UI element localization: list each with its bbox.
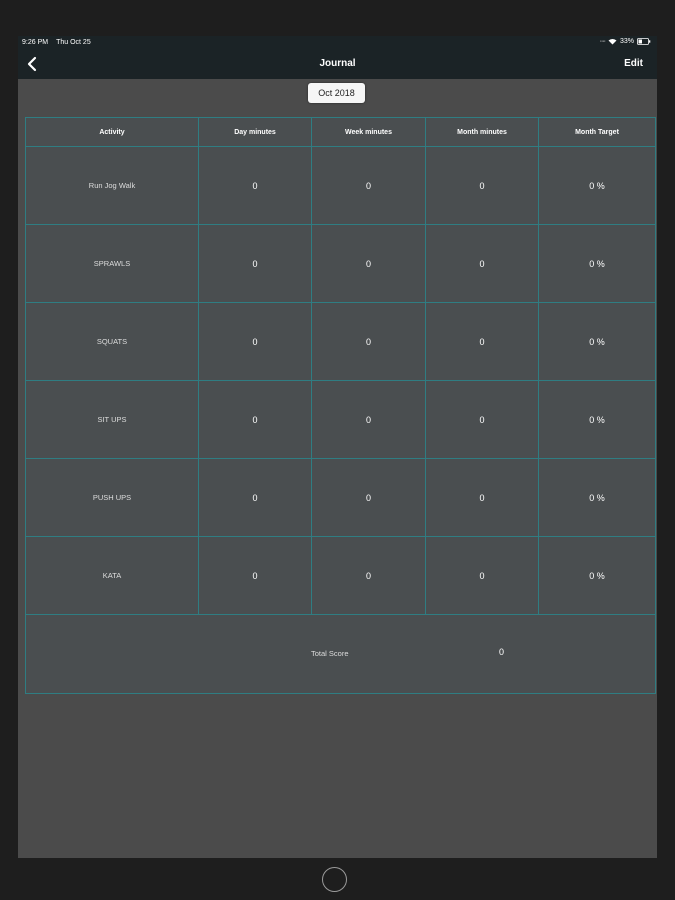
status-time: 9:26 PM xyxy=(22,39,49,46)
week-minutes: 0 xyxy=(312,537,426,615)
total-score-cell xyxy=(26,615,656,694)
header-month-target: Month Target xyxy=(539,118,656,147)
month-target: 0 % xyxy=(539,303,656,381)
month-minutes: 0 xyxy=(426,537,539,615)
day-minutes: 0 xyxy=(199,459,312,537)
status-left xyxy=(22,39,99,46)
month-minutes: 0 xyxy=(426,225,539,303)
month-target: 0 % xyxy=(539,147,656,225)
activity-name: SQUATS xyxy=(26,303,199,381)
month-minutes: 0 xyxy=(426,147,539,225)
day-minutes: 0 xyxy=(199,147,312,225)
table-header-row xyxy=(26,118,656,147)
month-target: 0 % xyxy=(539,459,656,537)
header-activity: Activity xyxy=(26,118,199,147)
activity-name: SPRAWLS xyxy=(26,225,199,303)
month-minutes: 0 xyxy=(426,459,539,537)
table-row[interactable] xyxy=(26,303,656,381)
total-score-row xyxy=(26,615,656,694)
nav-bar xyxy=(18,49,657,79)
table-row[interactable] xyxy=(26,147,656,225)
day-minutes: 0 xyxy=(199,225,312,303)
month-selector[interactable]: Oct 2018 xyxy=(308,83,365,103)
table-row[interactable] xyxy=(26,459,656,537)
wifi-icon xyxy=(608,38,617,45)
signal-dots-icon: ···· xyxy=(599,38,605,45)
week-minutes: 0 xyxy=(312,225,426,303)
battery-percent: 33% xyxy=(619,38,634,45)
header-day-minutes: Day minutes xyxy=(199,118,312,147)
activity-name: KATA xyxy=(26,537,199,615)
week-minutes: 0 xyxy=(312,303,426,381)
activity-name: Run Jog Walk xyxy=(26,147,199,225)
home-button[interactable] xyxy=(322,867,347,892)
table-row[interactable] xyxy=(26,537,656,615)
status-bar xyxy=(18,36,657,49)
header-week-minutes: Week minutes xyxy=(312,118,426,147)
table-row[interactable] xyxy=(26,381,656,459)
header-month-minutes: Month minutes xyxy=(426,118,539,147)
journal-table xyxy=(25,117,656,694)
activity-name: PUSH UPS xyxy=(26,459,199,537)
day-minutes: 0 xyxy=(199,381,312,459)
day-minutes: 0 xyxy=(199,537,312,615)
status-right xyxy=(600,38,651,45)
day-minutes: 0 xyxy=(199,303,312,381)
month-target: 0 % xyxy=(539,381,656,459)
total-score-container xyxy=(26,615,655,693)
app-screen xyxy=(18,36,657,858)
table-row[interactable] xyxy=(26,225,656,303)
month-minutes: 0 xyxy=(426,381,539,459)
edit-button[interactable]: Edit xyxy=(624,58,643,69)
month-target: 0 % xyxy=(539,537,656,615)
week-minutes: 0 xyxy=(312,381,426,459)
page-title: Journal xyxy=(319,58,356,69)
week-minutes: 0 xyxy=(312,459,426,537)
activity-name: SIT UPS xyxy=(26,381,199,459)
week-minutes: 0 xyxy=(312,147,426,225)
total-score-label: Total Score xyxy=(311,649,349,658)
month-minutes: 0 xyxy=(426,303,539,381)
battery-icon xyxy=(637,38,651,45)
month-target: 0 % xyxy=(539,225,656,303)
total-score-value: 0 xyxy=(499,647,505,657)
status-date: Thu Oct 25 xyxy=(56,39,91,46)
